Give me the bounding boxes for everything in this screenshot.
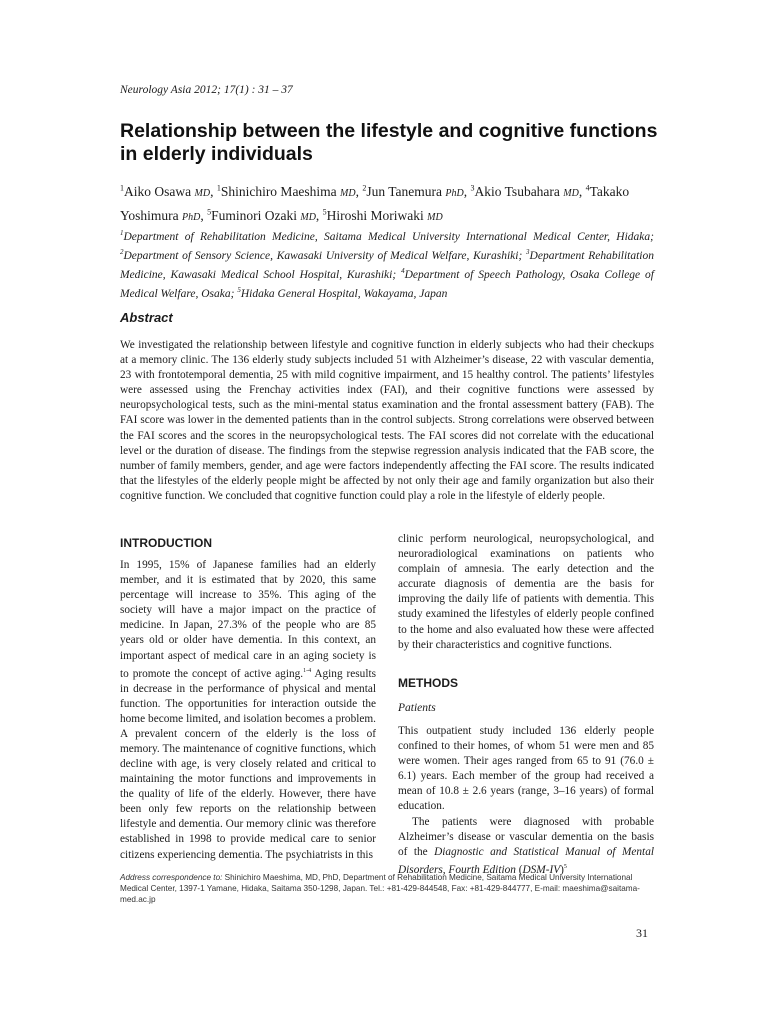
author-name: Akio Tsubahara: [474, 183, 560, 199]
author-degree: MD: [340, 187, 356, 199]
author: [120, 184, 217, 199]
author: [207, 208, 323, 223]
right-column-body: [398, 532, 654, 653]
author: [362, 184, 470, 199]
affiliation-mark: 5: [237, 286, 241, 295]
author-name: Jun Tanemura: [366, 183, 443, 199]
author-name: Shinichiro Maeshima: [220, 183, 337, 199]
author-degree: PhD: [182, 212, 201, 223]
introduction-text: In 1995, 15% of Japanese families had an elderly member, and it is estimated that by 2020, this same percentage will increase to 35%. This aging of the society will have a major impact on the practice of medicine. In Japan, 27.3% of the people who are 85 years old or older have dementia. In this context, an important aspect of medical care in an aging society is to promote the concept of active aging.: [120, 559, 376, 680]
author-degree: PhD: [445, 187, 464, 199]
introduction-body: [120, 558, 376, 863]
affiliation-mark: 1: [120, 229, 124, 237]
author-separator: ,: [200, 208, 208, 223]
correspondence-footnote: [120, 872, 660, 905]
author-affiliation-mark: 3: [470, 183, 475, 192]
author-degree: MD: [194, 187, 211, 199]
correspondence-label: Address correspondence to:: [120, 873, 223, 882]
author-degree: MD: [563, 187, 579, 199]
author-name: Fuminori Ozaki: [211, 208, 297, 223]
journal-citation: Neurology Asia 2012; 17(1) : 31 – 37: [120, 84, 293, 96]
author-separator: ,: [315, 208, 323, 223]
author-degree: MD: [427, 212, 443, 223]
author-separator: ,: [210, 183, 217, 199]
introduction-heading: INTRODUCTION: [120, 536, 212, 550]
author-name: Takako Yoshimura: [120, 183, 630, 223]
affiliation-mark: 2: [120, 248, 124, 257]
patients-p2-text: The patients were diagnosed with probable Alzheimer’s disease or vascular dementia on the basis of the: [398, 815, 654, 858]
patients-paragraph-2: [398, 815, 654, 878]
author: [217, 184, 363, 199]
affiliation-text: Department of Rehabilitation Medicine, Saitama Medical University International Medical Center, Hidaka;: [123, 230, 654, 243]
affiliation-text: Department of Speech Pathology, Osaka College of Medical Welfare, Osaka;: [120, 268, 654, 300]
author-affiliation-mark: 4: [585, 183, 590, 192]
citation-ref: 1-4: [303, 667, 312, 674]
author-separator: ,: [578, 183, 586, 199]
right-column-text: clinic perform neurological, neuropsychological, and neuroradiological examinations on patients who complain of amnesia. The early detection and the accurate diagnosis of dementia are the basis for improving the daily life of patients with dementia. This study examined the lifestyles of elderly people confined to the home and also evaluated how these were affected by their characteristics and cognitive functions.: [398, 533, 654, 651]
author-name: Hiroshi Moriwaki: [326, 208, 424, 223]
dsm-abbrev: DSM-IV: [522, 863, 561, 876]
correspondence-text: Shinichiro Maeshima, MD, PhD, Department of Rehabilitation Medicine, Saitama Medical University International Medical Center, 1397-1 Yamane, Hidaka, Saitama 350-1298, Japan. Tel.: +81-429-844548, Fax: +81-429-844777, E-mail: maeshima@saitama-med.ac.jp: [120, 873, 640, 904]
author-separator: ,: [463, 183, 471, 199]
patients-body: [398, 724, 654, 878]
citation-ref: 5: [563, 863, 567, 870]
affiliation-text: Department of Sensory Science, Kawasaki University of Medical Welfare, Kurashiki;: [123, 249, 527, 262]
author-degree: MD: [300, 212, 316, 223]
author-name: Aiko Osawa: [124, 183, 192, 199]
page-number: 31: [636, 926, 648, 940]
patients-p2-paren-open: (: [515, 863, 523, 876]
author-affiliation-mark: 1: [120, 183, 124, 192]
affiliation-text: Department Rehabilitation Medicine, Kawasaki Medical School Hospital, Kurashiki;: [120, 249, 655, 281]
author-affiliation-mark: 5: [207, 207, 212, 217]
author: [323, 208, 443, 223]
affiliation-text: Hidaka General Hospital, Wakayama, Japan: [240, 287, 448, 300]
affiliations: [120, 226, 654, 302]
dsm-title: Diagnostic and Statistical Manual of Mental Disorders, Fourth Edition: [398, 845, 654, 876]
patients-subheading: Patients: [398, 702, 436, 714]
author-affiliation-mark: 1: [216, 183, 221, 192]
author: [471, 184, 586, 199]
patients-paragraph-1: This outpatient study included 136 elderly people confined to their homes, of whom 51 were men and 85 were women. Their ages ranged from 65 to 91 (76.0 ± 6.1) years. Each member of the group had received a mean of 10.8 ± 2.6 years (range, 3–16 years) of formal education.: [398, 725, 654, 813]
methods-heading: METHODS: [398, 676, 458, 690]
introduction-text-cont: Aging results in decrease in the performance of physical and mental function. The opportunities for interaction outside the home become limited, and isolation becomes a problem. A prevalent concern of the elderly is the loss of memory. The maintenance of cognitive functions, which decline with age, is very closely related and critical to maintaining the motor functions and improvements in the quality of life of the elderly. However, there have been only few reports on the relationship between lifestyle and dementia. Our memory clinic was therefore established in 1998 to provide medical care to senior citizens experiencing dementia. The psychiatrists in this: [120, 667, 376, 861]
abstract-text: We investigated the relationship between lifestyle and cognitive function in elderly subjects who had their checkups at a memory clinic. The 136 elderly study subjects included 51 with Alzheimer’s disease, 22 with vascular dementia, 23 with frontotemporal dementia, 25 with mild cognitive impairment, and 15 healthy control. The patients’ lifestyles were assessed using the Frenchay activities index (FAI), and their cognitive functions were assessed by neuropsychological tests, such as the mini-mental status examination and the frontal assessment battery (FAB). The FAI score was lower in the demented patients than in the control subjects. Strong correlations were observed between the FAI scores and the scores in the neuropsychological tests. The FAI scores did not correlate with the educational level or the duration of disease. The findings from the stepwise regression analysis indicated that the FAB score, the number of family members, gender, and age were factors independently affecting the FAI score. The results indicated that the lifestyles of the elderly people might be affected by not only their age and family organization but also their cognitive function. We concluded that cognitive function could play a role in the lifestyle of elderly people.: [120, 339, 654, 502]
article-title: Relationship between the lifestyle and cognitive functions in elderly individuals: [120, 120, 658, 165]
author-affiliation-mark: 5: [322, 207, 327, 217]
affiliation-mark: 4: [401, 267, 405, 276]
patients-p2-paren-close: ): [560, 863, 564, 876]
abstract-heading: Abstract: [120, 310, 173, 325]
author-list: [120, 178, 660, 227]
author-affiliation-mark: 2: [362, 183, 367, 192]
author-separator: ,: [355, 183, 363, 199]
affiliation-mark: 3: [526, 248, 530, 257]
